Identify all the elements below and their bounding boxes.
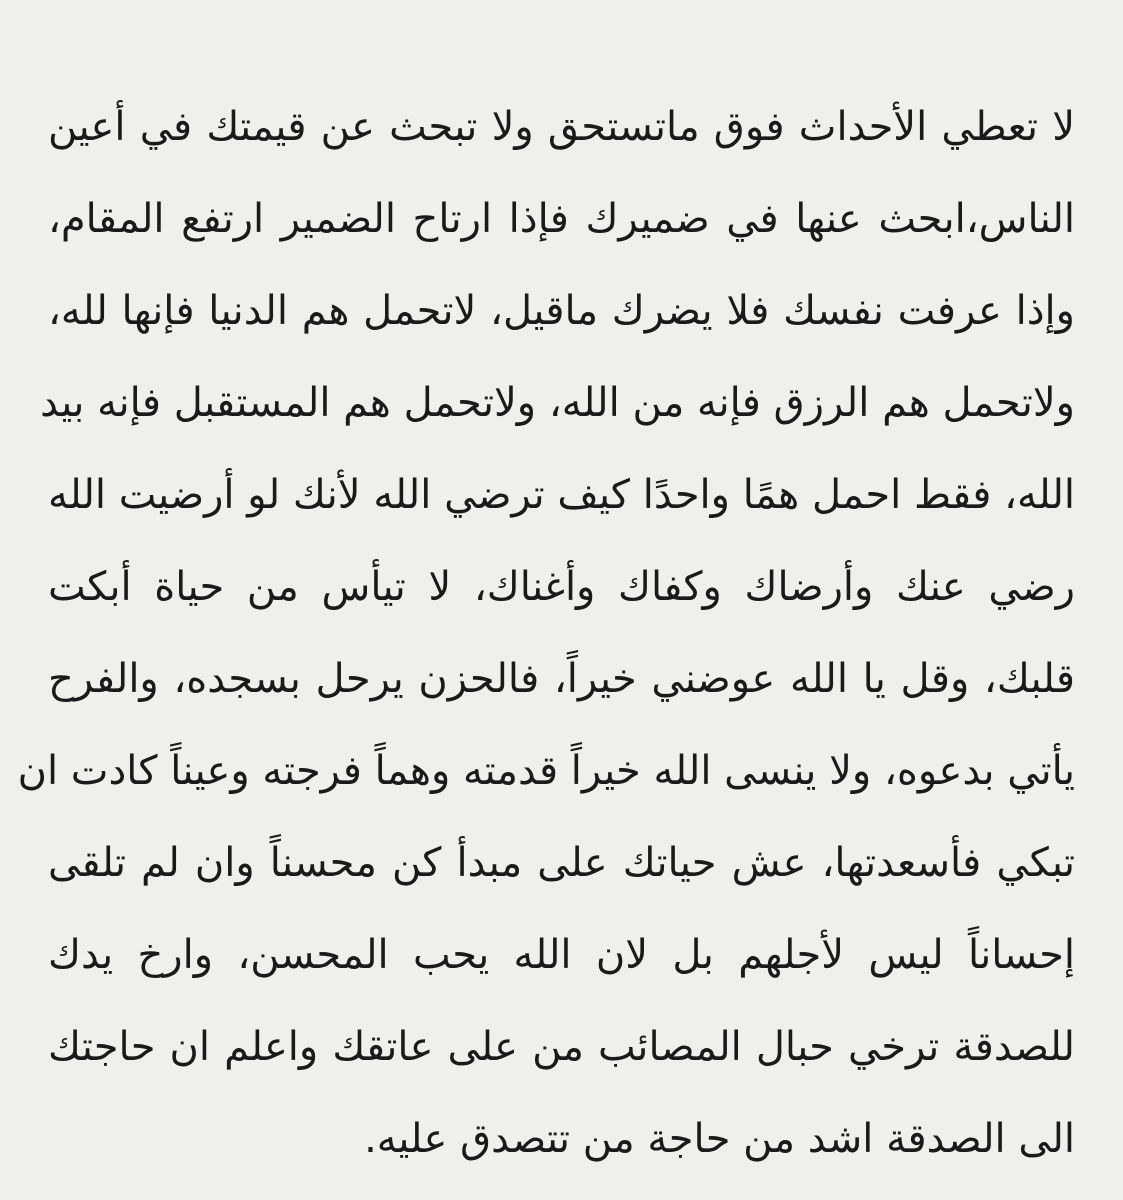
text-line-2: الناس،ابحث عنها في ضميرك فإذا ارتاح الضمير ارتفع المقام،	[48, 196, 1075, 242]
text-line-6: رضي عنك وأرضاك وكفاك وأغناك، لا تيأس من حياة أبكت	[48, 564, 1075, 610]
arabic-text-block	[17, 92, 1075, 1196]
text-line-10: إحساناً ليس لأجلهم بل لان الله يحب المحسن، وارخ يدك	[48, 932, 1075, 978]
text-line-4: ولاتحمل هم الرزق فإنه من الله، ولاتحمل هم المستقبل فإنه بيد	[40, 380, 1075, 426]
text-line-3: وإذا عرفت نفسك فلا يضرك ماقيل، لاتحمل هم الدنيا فإنها لله،	[48, 288, 1075, 334]
text-line-8: يأتي بدعوه، ولا ينسى الله خيراً قدمته وهماً فرجته وعيناً كادت ان	[17, 748, 1075, 794]
text-line-11: للصدقة ترخي حبال المصائب من على عاتقك واعلم ان حاجتك	[48, 1024, 1075, 1070]
text-line-12: الى الصدقة اشد من حاجة من تتصدق عليه.	[364, 1116, 1075, 1162]
text-line-7: قلبك، وقل يا الله عوضني خيراً، فالحزن يرحل بسجده، والفرح	[48, 656, 1075, 702]
text-line-5: الله، فقط احمل همًا واحدًا كيف ترضي الله لأنك لو أرضيت الله	[48, 472, 1075, 518]
text-line-9: تبكي فأسعدتها، عش حياتك على مبدأ كن محسناً وان لم تلقى	[48, 840, 1075, 886]
text-line-1: لا تعطي الأحداث فوق ماتستحق ولا تبحث عن قيمتك في أعين	[48, 104, 1075, 150]
